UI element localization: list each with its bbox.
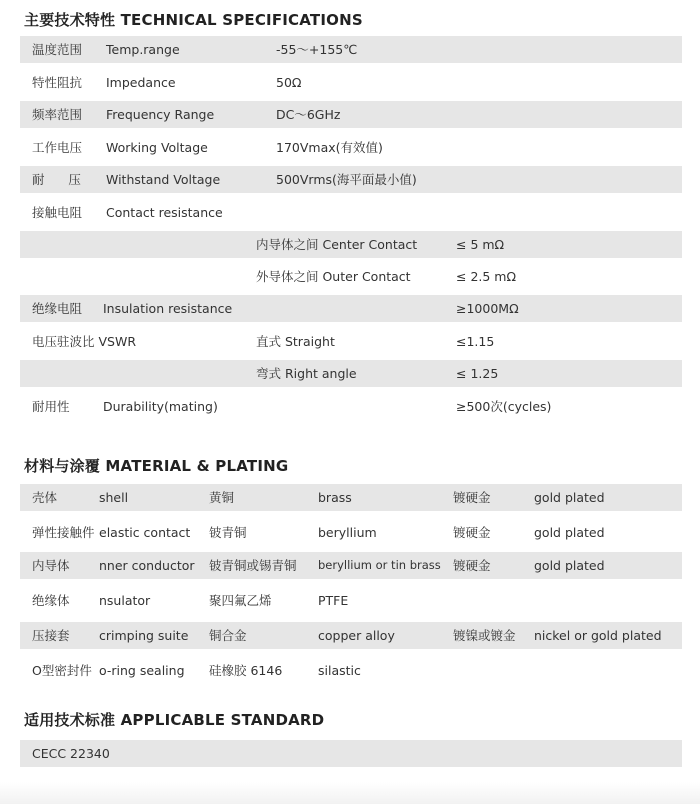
spec-value: 170Vmax(有效值) — [276, 140, 383, 155]
spec-label-en: Temp.range — [106, 42, 180, 57]
part-en: o-ring sealing — [99, 663, 185, 678]
spec-label-cn: 绝缘电阻 — [32, 301, 83, 316]
spec-row — [20, 36, 682, 63]
material-cn: 聚四氟乙烯 — [209, 593, 272, 608]
part-cn: 压接套 — [32, 628, 70, 643]
part-en: crimping suite — [99, 628, 189, 643]
plating-en: gold plated — [534, 490, 605, 505]
spec-label-cn: 温度范围 — [32, 42, 83, 57]
plating-en: gold plated — [534, 558, 605, 573]
part-en: shell — [99, 490, 129, 505]
standard-row — [20, 740, 682, 767]
spec-sub-label: 直式 Straight — [256, 334, 335, 349]
spec-value: DC～6GHz — [276, 107, 341, 122]
spec-value: ≥1000MΩ — [456, 301, 519, 316]
part-en: elastic contact — [99, 525, 191, 540]
spec-label-en: Impedance — [106, 75, 176, 90]
spec-value: ≤1.15 — [456, 334, 495, 349]
material-en: copper alloy — [318, 628, 395, 643]
spec-label-cn: 特性阻抗 — [32, 75, 83, 90]
material-cn: 黄铜 — [209, 490, 235, 505]
spec-label-cn: 电压驻波比 VSWR — [32, 334, 137, 349]
material-cn: 铜合金 — [209, 628, 247, 643]
spec-row — [20, 295, 682, 322]
spec-row — [20, 134, 682, 161]
part-en: nner conductor — [99, 558, 195, 573]
spec-value: ≤ 5 mΩ — [456, 237, 505, 252]
spec-row — [20, 360, 682, 387]
spec-label-en: Frequency Range — [106, 107, 215, 122]
plating-cn: 镀镍或镀金 — [453, 628, 516, 643]
material-row — [20, 519, 682, 546]
material-cn: 硅橡胶 6146 — [209, 663, 283, 678]
standard-title: 适用技术标准 APPLICABLE STANDARD — [24, 711, 325, 729]
spec-row — [20, 393, 682, 420]
spec-row — [20, 199, 682, 226]
plating-cn: 镀硬金 — [453, 525, 491, 540]
material-title: 材料与涂覆 MATERIAL & PLATING — [24, 457, 289, 475]
spec-row — [20, 231, 682, 258]
spec-label-en: Insulation resistance — [103, 301, 233, 316]
part-en: nsulator — [99, 593, 151, 608]
spec-sub-label: 内导体之间 Center Contact — [256, 237, 418, 252]
spec-sub-label: 外导体之间 Outer Contact — [256, 269, 411, 284]
spec-label-cn: 频率范围 — [32, 107, 83, 122]
material-en: beryllium — [318, 525, 377, 540]
plating-cn: 镀硬金 — [453, 490, 491, 505]
spec-value: ≤ 1.25 — [456, 366, 499, 381]
material-row — [20, 657, 682, 684]
part-cn: 壳体 — [32, 490, 58, 505]
spec-value: ≥500次(cycles) — [456, 399, 552, 414]
tech-spec-title: 主要技术特性 TECHNICAL SPECIFICATIONS — [24, 11, 363, 29]
part-cn: 内导体 — [32, 558, 70, 573]
part-cn: O型密封件 — [32, 663, 92, 678]
spec-row — [20, 166, 682, 193]
material-cn: 铍青铜或锡青铜 — [209, 558, 297, 573]
material-en: PTFE — [318, 593, 349, 608]
standard-value: CECC 22340 — [32, 746, 110, 761]
material-en: brass — [318, 490, 352, 505]
material-row — [20, 484, 682, 511]
spec-label-en: Contact resistance — [106, 205, 223, 220]
spec-value: -55～+155℃ — [276, 42, 358, 57]
material-cn: 铍青铜 — [209, 525, 247, 540]
spec-label-en: Durability(mating) — [103, 399, 218, 414]
plating-en: nickel or gold plated — [534, 628, 662, 643]
spec-label-en: Working Voltage — [106, 140, 208, 155]
spec-label-en: Withstand Voltage — [106, 172, 221, 187]
material-en: silastic — [318, 663, 361, 678]
spec-label-cn: 工作电压 — [32, 140, 83, 155]
spec-label-cn: 耐 压 — [32, 172, 81, 187]
spec-value: ≤ 2.5 mΩ — [456, 269, 517, 284]
spec-row — [20, 328, 682, 355]
spec-row — [20, 101, 682, 128]
footer-fade — [0, 782, 700, 804]
spec-sub-label: 弯式 Right angle — [256, 366, 357, 381]
plating-en: gold plated — [534, 525, 605, 540]
material-row — [20, 587, 682, 614]
material-row — [20, 552, 682, 579]
spec-label-cn: 耐用性 — [32, 399, 70, 414]
part-cn: 弹性接触件 — [32, 525, 95, 540]
spec-value: 50Ω — [276, 75, 302, 90]
part-cn: 绝缘体 — [32, 593, 70, 608]
spec-label-cn: 接触电阻 — [32, 205, 83, 220]
material-row — [20, 622, 682, 649]
material-en: beryllium or tin brass — [318, 558, 441, 572]
spec-row — [20, 69, 682, 96]
spec-row — [20, 263, 682, 290]
spec-value: 500Vrms(海平面最小值) — [276, 172, 417, 187]
plating-cn: 镀硬金 — [453, 558, 491, 573]
